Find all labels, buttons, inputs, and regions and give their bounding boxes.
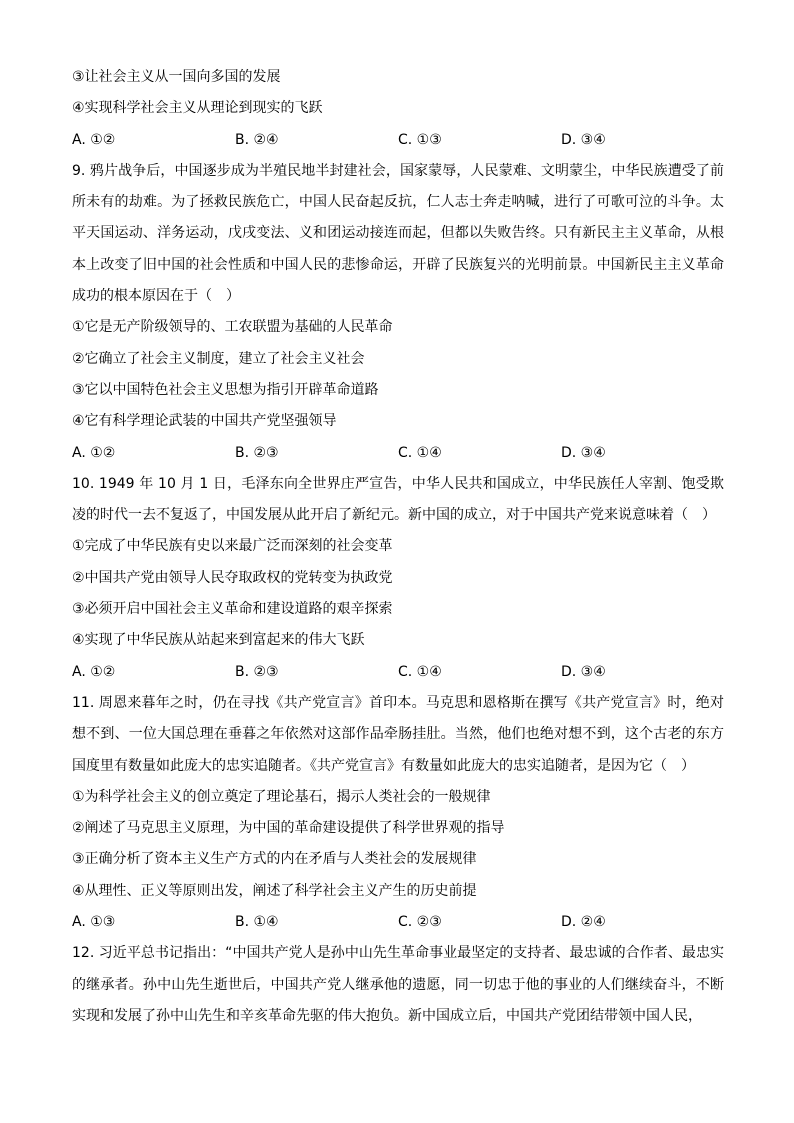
option-d[interactable]: D. ②④ xyxy=(561,914,606,931)
option-b[interactable]: B. ②③ xyxy=(235,444,279,461)
question-9 xyxy=(72,156,724,469)
question-10 xyxy=(72,469,724,688)
option-c[interactable]: C. ①④ xyxy=(398,444,442,461)
question-stem: 11. 周恩来暮年之时，仍在寻找《共产党宣言》首印本。马克思和恩格斯在撰写《共产党宣言》时，绝对想不到、一位大国总理在垂暮之年依然对这部作品牵肠挂肚。当然，他们也绝对想不到，这个古老的东方国度里有数量如此庞大的忠实追随者。《共产党宣言》有数量如此庞大的忠实追随者，是因为它（ ） xyxy=(72,694,724,774)
option-b[interactable]: B. ②④ xyxy=(235,131,279,148)
question-12 xyxy=(72,938,724,1032)
option-a[interactable]: A. ①② xyxy=(72,131,116,148)
statement: ①它是无产阶级领导的、工农联盟为基础的人民革命 xyxy=(72,319,393,336)
option-d[interactable]: D. ③④ xyxy=(561,663,606,680)
statement: ②中国共产党由领导人民夺取政权的党转变为执政党 xyxy=(72,569,393,586)
answer-options xyxy=(72,907,724,938)
statement: ②它确立了社会主义制度，建立了社会主义社会 xyxy=(72,350,365,367)
option-c[interactable]: C. ②③ xyxy=(398,914,442,931)
question-stem: 9. 鸦片战争后，中国逐步成为半殖民地半封建社会，国家蒙辱，人民蒙难、文明蒙尘，中华民族遭受了前所未有的劫难。为了拯救民族危亡，中国人民奋起反抗，仁人志士奔走呐喊，进行了可歌可泣的斗争。太平天国运动、洋务运动，戊戌变法、义和团运动接连而起，但都以失败告终。只有新民主主义革命，从根本上改变了旧中国的社会性质和中国人民的悲惨命运，开辟了民族复兴的光明前景。中国新民主主义革命成功的根本原因在于（ ） xyxy=(72,162,724,305)
option-c[interactable]: C. ①④ xyxy=(398,663,442,680)
statement: ①为科学社会主义的创立奠定了理论基石，揭示人类社会的一般规律 xyxy=(72,788,491,805)
question-stem: 12. 习近平总书记指出：“中国共产党人是孙中山先生革命事业最坚定的支持者、最忠诚的合作者、最忠实的继承者。孙中山先生逝世后，中国共产党人继承他的遗愿，同一切忠于他的事业的人们继续奋斗，不断实现和发展了孙中山先生和辛亥革命先驱的伟大抱负。新中国成立后，中国共产党团结带领中国人民， xyxy=(72,945,724,1024)
statement: ④实现科学社会主义从理论到现实的飞跃 xyxy=(72,100,323,117)
option-d[interactable]: D. ③④ xyxy=(561,444,606,461)
exam-page xyxy=(72,62,724,1032)
question-11 xyxy=(72,688,724,938)
statement: ④从理性、正义等原则出发，阐述了科学社会主义产生的历史前提 xyxy=(72,882,477,899)
option-c[interactable]: C. ①③ xyxy=(398,131,442,148)
question-stem: 10. 1949 年 10 月 1 日，毛泽东向全世界庄严宣告，中华人民共和国成立，中华民族任人宰割、饱受欺凌的时代一去不复返了，中国发展从此开启了新纪元。新中国的成立，对于中国共产党来说意味着（ ） xyxy=(72,475,724,524)
question-8 xyxy=(72,62,724,156)
option-a[interactable]: A. ①③ xyxy=(72,914,116,931)
statement: ③必须开启中国社会主义革命和建设道路的艰辛探索 xyxy=(72,601,393,618)
answer-options xyxy=(72,657,724,688)
statement: ④实现了中华民族从站起来到富起来的伟大飞跃 xyxy=(72,632,365,649)
statement: ③让社会主义从一国向多国的发展 xyxy=(72,69,281,85)
answer-options xyxy=(72,125,724,156)
statement: ③正确分析了资本主义生产方式的内在矛盾与人类社会的发展规律 xyxy=(72,851,477,868)
statement: ③它以中国特色社会主义思想为指引开辟革命道路 xyxy=(72,381,379,398)
statement: ①完成了中华民族有史以来最广泛而深刻的社会变革 xyxy=(72,538,393,555)
answer-options xyxy=(72,438,724,469)
option-b[interactable]: B. ②③ xyxy=(235,663,279,680)
statement: ④它有科学理论武装的中国共产党坚强领导 xyxy=(72,413,337,430)
option-a[interactable]: A. ①② xyxy=(72,663,116,680)
option-a[interactable]: A. ①② xyxy=(72,444,116,461)
option-b[interactable]: B. ①④ xyxy=(235,914,279,931)
statement: ②阐述了马克思主义原理，为中国的革命建设提供了科学世界观的指导 xyxy=(72,820,505,837)
option-d[interactable]: D. ③④ xyxy=(561,131,606,148)
